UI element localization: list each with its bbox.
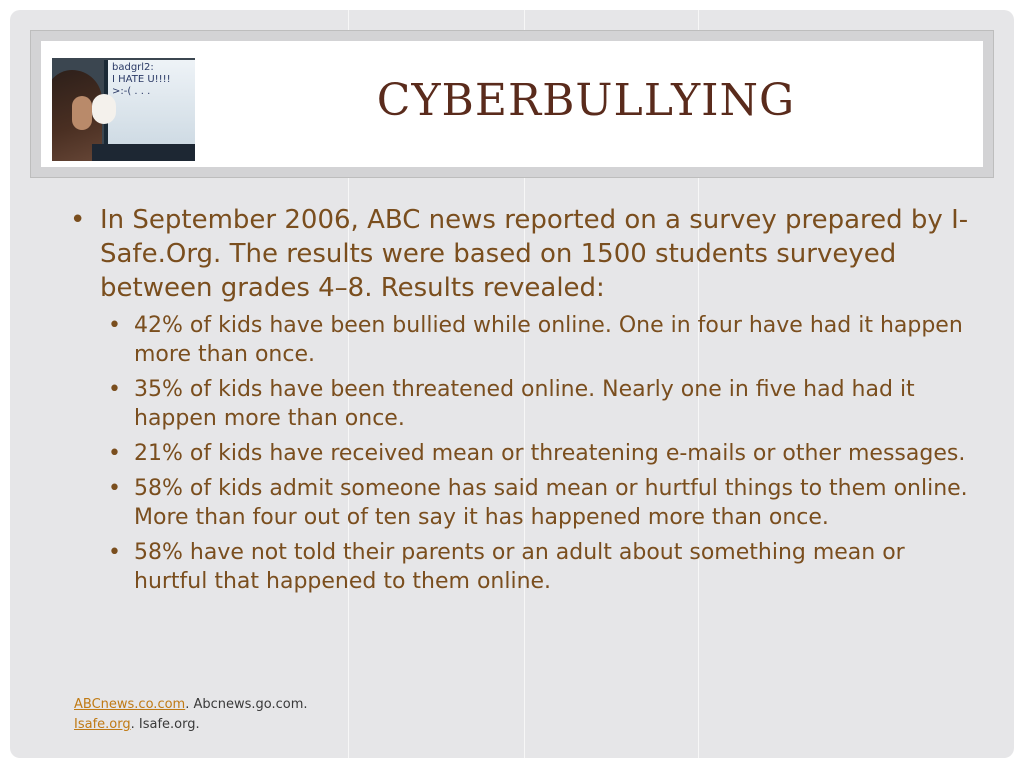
slide	[10, 10, 1014, 758]
sub-bullet-text: 35% of kids have been threatened online. Nearly one in five had had it happen more than once.	[134, 377, 915, 431]
slide-title: CYBERBULLYING	[376, 75, 796, 126]
bullet-icon: •	[108, 377, 121, 402]
main-bullet-text: In September 2006, ABC news reported on a survey prepared by I-Safe.Org. The results were based on 1500 students surveyed between grades 4–8. Results revealed:	[100, 205, 969, 303]
reference-text: . Abcnews.go.com.	[185, 697, 308, 712]
sub-bullet-text: 42% of kids have been bullied while online. One in four have had it happen more than once.	[134, 313, 963, 367]
teddy-bear	[92, 94, 116, 124]
reference-text: . Isafe.org.	[130, 717, 200, 732]
title-box	[41, 41, 983, 167]
sub-bullet	[70, 375, 970, 433]
reference-line	[74, 695, 308, 715]
sub-bullet	[70, 474, 970, 532]
desk	[92, 144, 195, 161]
reference-line	[74, 715, 308, 735]
bullet-icon: •	[108, 441, 121, 466]
bullet-icon: •	[108, 540, 121, 565]
bullet-icon: •	[108, 476, 121, 501]
sub-bullet-text: 21% of kids have received mean or threatening e-mails or other messages.	[134, 441, 966, 466]
bullet-icon: •	[70, 205, 86, 235]
cyberbullying-photo	[52, 58, 195, 161]
screen-message: badgrl2: I HATE U!!!! >:-( . . .	[112, 62, 171, 97]
sub-bullet	[70, 439, 970, 468]
sub-bullet	[70, 311, 970, 369]
sub-bullet-text: 58% of kids admit someone has said mean or hurtful things to them online. More than four out of ten say it has happened more than once.	[134, 476, 968, 530]
main-bullet	[70, 203, 970, 305]
content-area	[70, 203, 970, 602]
references	[74, 695, 308, 735]
hand	[72, 96, 92, 130]
reference-link-isafe[interactable]: Isafe.org	[74, 717, 131, 732]
bullet-icon: •	[108, 313, 121, 338]
title-frame	[30, 30, 994, 178]
sub-bullet-text: 58% have not told their parents or an adult about something mean or hurtful that happened to them online.	[134, 540, 905, 594]
reference-link-abcnews[interactable]: ABCnews.co.com	[74, 697, 186, 712]
sub-bullet	[70, 538, 970, 596]
